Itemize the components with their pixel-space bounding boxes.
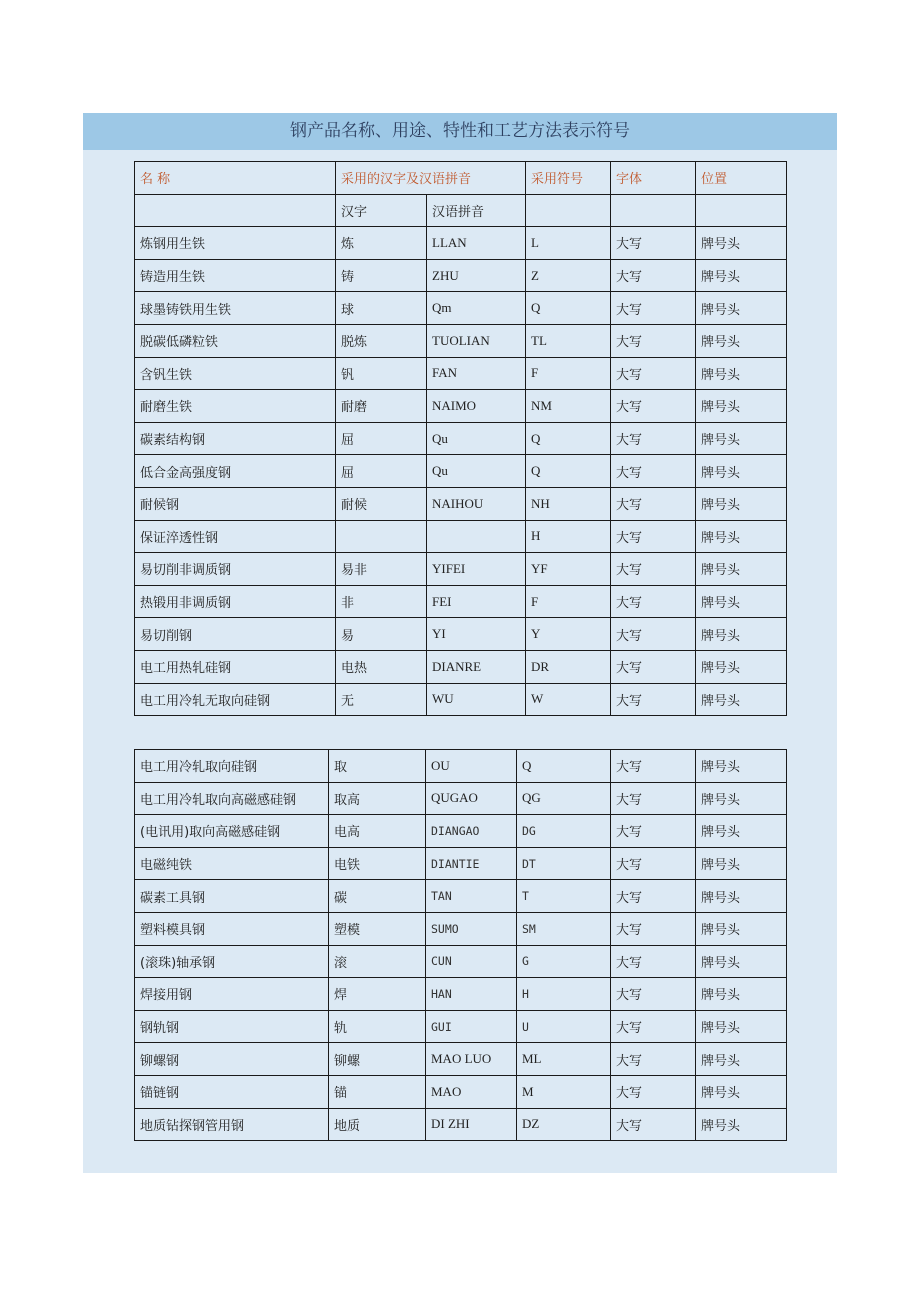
cell-name: 地质钻探钢管用钢 <box>135 1108 329 1141</box>
cell-symbol: Q <box>526 455 611 488</box>
cell-name: 碳素工具钢 <box>135 880 329 913</box>
cell-symbol: U <box>517 1010 611 1043</box>
cell-symbol: DT <box>517 847 611 880</box>
header-font: 字体 <box>611 162 696 195</box>
header-name: 名 称 <box>135 162 336 195</box>
table-row <box>135 945 787 978</box>
cell-pinyin: LLAN <box>427 227 526 260</box>
subheader-empty <box>135 194 336 227</box>
cell-position: 牌号头 <box>696 292 787 325</box>
cell-name: 电工用冷轧取向硅钢 <box>135 750 329 783</box>
cell-pinyin: NAIHOU <box>427 487 526 520</box>
cell-name: 电工用冷轧取向高磁感硅钢 <box>135 782 329 815</box>
cell-position: 牌号头 <box>696 227 787 260</box>
table-row <box>135 1108 787 1141</box>
cell-name: 铆螺钢 <box>135 1043 329 1076</box>
cell-position: 牌号头 <box>696 1043 787 1076</box>
table-row <box>135 650 787 683</box>
cell-name: 电磁纯铁 <box>135 847 329 880</box>
cell-name: 锚链钢 <box>135 1075 329 1108</box>
cell-position: 牌号头 <box>696 815 787 848</box>
cell-hanzi: 电高 <box>329 815 426 848</box>
cell-font: 大写 <box>611 487 696 520</box>
cell-symbol: TL <box>526 324 611 357</box>
cell-hanzi: 碳 <box>329 880 426 913</box>
cell-symbol: Q <box>526 422 611 455</box>
cell-pinyin: FEI <box>427 585 526 618</box>
symbol-table-bottom <box>134 749 787 1141</box>
cell-hanzi: 耐磨 <box>336 390 427 423</box>
cell-pinyin: ZHU <box>427 259 526 292</box>
cell-hanzi: 炼 <box>336 227 427 260</box>
cell-symbol: DZ <box>517 1108 611 1141</box>
cell-name: 球墨铸铁用生铁 <box>135 292 336 325</box>
cell-position: 牌号头 <box>696 357 787 390</box>
table-row <box>135 1043 787 1076</box>
cell-name: (滚珠)轴承钢 <box>135 945 329 978</box>
cell-position: 牌号头 <box>696 553 787 586</box>
cell-name: 耐磨生铁 <box>135 390 336 423</box>
cell-symbol: Z <box>526 259 611 292</box>
cell-position: 牌号头 <box>696 520 787 553</box>
cell-hanzi: 轨 <box>329 1010 426 1043</box>
cell-symbol: W <box>526 683 611 716</box>
cell-pinyin: TAN <box>426 880 517 913</box>
cell-font: 大写 <box>611 455 696 488</box>
cell-name: 易切削钢 <box>135 618 336 651</box>
table-row <box>135 880 787 913</box>
cell-position: 牌号头 <box>696 324 787 357</box>
cell-hanzi: 非 <box>336 585 427 618</box>
cell-symbol: NH <box>526 487 611 520</box>
cell-font: 大写 <box>611 1108 696 1141</box>
cell-pinyin: NAIMO <box>427 390 526 423</box>
cell-symbol: SM <box>517 912 611 945</box>
cell-hanzi: 电铁 <box>329 847 426 880</box>
cell-hanzi: 取 <box>329 750 426 783</box>
cell-font: 大写 <box>611 880 696 913</box>
cell-pinyin: Qu <box>427 455 526 488</box>
cell-font: 大写 <box>611 1043 696 1076</box>
cell-font: 大写 <box>611 782 696 815</box>
cell-pinyin: SUMO <box>426 912 517 945</box>
cell-hanzi: 地质 <box>329 1108 426 1141</box>
table-row <box>135 618 787 651</box>
cell-position: 牌号头 <box>696 683 787 716</box>
cell-font: 大写 <box>611 618 696 651</box>
cell-symbol: F <box>526 585 611 618</box>
table-row <box>135 750 787 783</box>
cell-position: 牌号头 <box>696 1075 787 1108</box>
cell-symbol: M <box>517 1075 611 1108</box>
cell-hanzi: 无 <box>336 683 427 716</box>
subheader-empty <box>696 194 787 227</box>
cell-position: 牌号头 <box>696 880 787 913</box>
table-row <box>135 487 787 520</box>
table-row <box>135 1075 787 1108</box>
cell-symbol: YF <box>526 553 611 586</box>
cell-font: 大写 <box>611 259 696 292</box>
cell-name: 炼钢用生铁 <box>135 227 336 260</box>
cell-hanzi: 铆螺 <box>329 1043 426 1076</box>
cell-hanzi: 屈 <box>336 422 427 455</box>
table-row <box>135 390 787 423</box>
cell-pinyin: WU <box>427 683 526 716</box>
cell-hanzi: 滚 <box>329 945 426 978</box>
table-row <box>135 1010 787 1043</box>
cell-pinyin <box>427 520 526 553</box>
cell-pinyin: HAN <box>426 978 517 1011</box>
cell-symbol: F <box>526 357 611 390</box>
cell-pinyin: YI <box>427 618 526 651</box>
cell-hanzi: 取高 <box>329 782 426 815</box>
page-title: 钢产品名称、用途、特性和工艺方法表示符号 <box>83 113 837 150</box>
header-row <box>135 162 787 195</box>
cell-position: 牌号头 <box>696 422 787 455</box>
cell-name: 保证淬透性钢 <box>135 520 336 553</box>
table-row <box>135 782 787 815</box>
cell-symbol: T <box>517 880 611 913</box>
cell-font: 大写 <box>611 750 696 783</box>
cell-hanzi: 塑模 <box>329 912 426 945</box>
cell-symbol: ML <box>517 1043 611 1076</box>
cell-symbol: Y <box>526 618 611 651</box>
cell-name: 电工用热轧硅钢 <box>135 650 336 683</box>
subheader-empty <box>526 194 611 227</box>
cell-position: 牌号头 <box>696 618 787 651</box>
cell-name: 低合金高强度钢 <box>135 455 336 488</box>
cell-symbol: QG <box>517 782 611 815</box>
cell-name: 含钒生铁 <box>135 357 336 390</box>
cell-symbol: H <box>526 520 611 553</box>
header-symbol: 采用符号 <box>526 162 611 195</box>
cell-position: 牌号头 <box>696 487 787 520</box>
cell-font: 大写 <box>611 650 696 683</box>
table-row <box>135 227 787 260</box>
cell-pinyin: DIANTIE <box>426 847 517 880</box>
cell-hanzi: 易 <box>336 618 427 651</box>
cell-position: 牌号头 <box>696 455 787 488</box>
cell-name: 电工用冷轧无取向硅钢 <box>135 683 336 716</box>
cell-font: 大写 <box>611 847 696 880</box>
header-hanzi-pinyin: 采用的汉字及汉语拼音 <box>336 162 526 195</box>
cell-pinyin: DIANRE <box>427 650 526 683</box>
cell-pinyin: GUI <box>426 1010 517 1043</box>
cell-font: 大写 <box>611 815 696 848</box>
cell-hanzi: 钒 <box>336 357 427 390</box>
cell-font: 大写 <box>611 357 696 390</box>
cell-hanzi: 焊 <box>329 978 426 1011</box>
table-row <box>135 422 787 455</box>
cell-name: 塑料模具钢 <box>135 912 329 945</box>
table-row <box>135 553 787 586</box>
cell-font: 大写 <box>611 422 696 455</box>
cell-position: 牌号头 <box>696 978 787 1011</box>
cell-hanzi: 脱炼 <box>336 324 427 357</box>
cell-name: 易切削非调质钢 <box>135 553 336 586</box>
subheader-empty <box>611 194 696 227</box>
cell-font: 大写 <box>611 683 696 716</box>
header-position: 位置 <box>696 162 787 195</box>
cell-font: 大写 <box>611 390 696 423</box>
cell-position: 牌号头 <box>696 847 787 880</box>
table-row <box>135 357 787 390</box>
table-row <box>135 455 787 488</box>
table-row <box>135 847 787 880</box>
subheader-hanzi: 汉字 <box>336 194 427 227</box>
cell-name: 热锻用非调质钢 <box>135 585 336 618</box>
cell-font: 大写 <box>611 1075 696 1108</box>
subheader-row <box>135 194 787 227</box>
table-row <box>135 520 787 553</box>
table-row <box>135 978 787 1011</box>
table-row <box>135 683 787 716</box>
cell-hanzi: 易非 <box>336 553 427 586</box>
cell-symbol: NM <box>526 390 611 423</box>
cell-position: 牌号头 <box>696 912 787 945</box>
cell-pinyin: OU <box>426 750 517 783</box>
cell-symbol: G <box>517 945 611 978</box>
cell-font: 大写 <box>611 585 696 618</box>
cell-name: (电讯用)取向高磁感硅钢 <box>135 815 329 848</box>
cell-hanzi: 耐候 <box>336 487 427 520</box>
table-row <box>135 585 787 618</box>
cell-font: 大写 <box>611 520 696 553</box>
cell-pinyin: DIANGAO <box>426 815 517 848</box>
cell-position: 牌号头 <box>696 390 787 423</box>
cell-symbol: H <box>517 978 611 1011</box>
cell-hanzi <box>336 520 427 553</box>
cell-pinyin: QUGAO <box>426 782 517 815</box>
cell-name: 焊接用钢 <box>135 978 329 1011</box>
cell-hanzi: 铸 <box>336 259 427 292</box>
cell-symbol: Q <box>526 292 611 325</box>
cell-name: 耐候钢 <box>135 487 336 520</box>
cell-font: 大写 <box>611 1010 696 1043</box>
cell-font: 大写 <box>611 553 696 586</box>
cell-pinyin: TUOLIAN <box>427 324 526 357</box>
table-row <box>135 815 787 848</box>
cell-hanzi: 锚 <box>329 1075 426 1108</box>
cell-pinyin: MAO <box>426 1075 517 1108</box>
cell-font: 大写 <box>611 978 696 1011</box>
cell-pinyin: Qm <box>427 292 526 325</box>
subheader-pinyin: 汉语拼音 <box>427 194 526 227</box>
table-row <box>135 259 787 292</box>
cell-hanzi: 屈 <box>336 455 427 488</box>
table-row <box>135 912 787 945</box>
cell-position: 牌号头 <box>696 650 787 683</box>
cell-symbol: L <box>526 227 611 260</box>
cell-symbol: DR <box>526 650 611 683</box>
cell-name: 钢轨钢 <box>135 1010 329 1043</box>
cell-position: 牌号头 <box>696 945 787 978</box>
table-row <box>135 324 787 357</box>
cell-position: 牌号头 <box>696 1108 787 1141</box>
cell-font: 大写 <box>611 324 696 357</box>
cell-symbol: DG <box>517 815 611 848</box>
cell-hanzi: 电热 <box>336 650 427 683</box>
cell-name: 脱碳低磷粒铁 <box>135 324 336 357</box>
cell-position: 牌号头 <box>696 782 787 815</box>
cell-position: 牌号头 <box>696 750 787 783</box>
cell-hanzi: 球 <box>336 292 427 325</box>
symbol-table-top <box>134 161 787 716</box>
cell-font: 大写 <box>611 945 696 978</box>
cell-pinyin: DI ZHI <box>426 1108 517 1141</box>
table-row <box>135 292 787 325</box>
cell-pinyin: FAN <box>427 357 526 390</box>
cell-pinyin: CUN <box>426 945 517 978</box>
cell-pinyin: Qu <box>427 422 526 455</box>
cell-font: 大写 <box>611 912 696 945</box>
cell-font: 大写 <box>611 292 696 325</box>
cell-position: 牌号头 <box>696 259 787 292</box>
cell-position: 牌号头 <box>696 585 787 618</box>
cell-name: 碳素结构钢 <box>135 422 336 455</box>
cell-symbol: Q <box>517 750 611 783</box>
cell-pinyin: MAO LUO <box>426 1043 517 1076</box>
cell-name: 铸造用生铁 <box>135 259 336 292</box>
cell-pinyin: YIFEI <box>427 553 526 586</box>
cell-font: 大写 <box>611 227 696 260</box>
cell-position: 牌号头 <box>696 1010 787 1043</box>
